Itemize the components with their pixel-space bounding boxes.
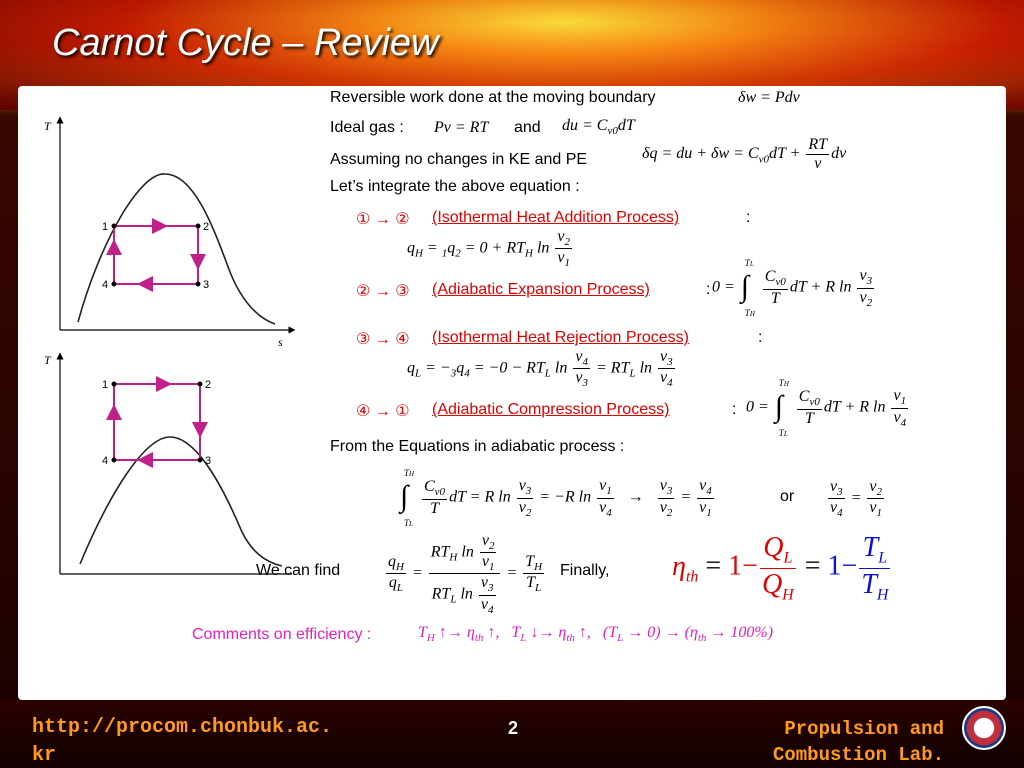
svg-text:4: 4 bbox=[102, 455, 109, 467]
page-number: 2 bbox=[508, 718, 519, 738]
svg-text:1: 1 bbox=[102, 221, 109, 233]
step1-label: ① → ② bbox=[356, 211, 410, 228]
ideal-gas-label: Ideal gas : bbox=[330, 119, 404, 136]
assume-line: Assuming no changes in KE and PE bbox=[330, 151, 588, 168]
ts-diagram-bottom bbox=[44, 353, 292, 574]
footer-lab-line1: Propulsion and bbox=[784, 718, 944, 740]
axis-label-s: s bbox=[278, 335, 283, 349]
footer-lab-line2: Combustion Lab. bbox=[772, 744, 944, 766]
step1-colon: : bbox=[746, 209, 751, 226]
axis-label-t: T bbox=[44, 119, 51, 133]
we-can-find: We can find bbox=[256, 562, 341, 579]
slide-title: Carnot Cycle – Review bbox=[52, 22, 439, 64]
svg-text:2: 2 bbox=[203, 221, 210, 233]
step2-label: ② → ③ bbox=[356, 283, 410, 300]
or-label: or bbox=[780, 488, 795, 505]
eq-work: δw = Pdv bbox=[738, 89, 800, 106]
svg-text:2: 2 bbox=[205, 379, 212, 391]
eq-du: du = $C_{v0}dT$ bbox=[562, 117, 635, 138]
footer-url[interactable]: http://procom.chonbuk.ac. bbox=[32, 716, 333, 739]
eq-comments: $T_H$ ↑→ $\eta_{th}$ ↑, $T_L$ ↓→ $\eta_{th}$ ↑, $(T_L \to 0) \to (\eta_{th} \to 100\%)$ bbox=[418, 624, 774, 645]
svg-text:3: 3 bbox=[205, 455, 212, 467]
eq-dq: δq = du + $\delta w = C_{v0}dT$ + $\frac{RT}{v}$ dv bbox=[642, 136, 847, 172]
step2-name: (Adiabatic Expansion Process) bbox=[432, 281, 650, 298]
step1-name: (Isothermal Heat Addition Process) bbox=[432, 209, 680, 226]
step2-colon: : bbox=[706, 281, 711, 298]
and-label: and bbox=[514, 119, 541, 136]
eq-step4: 0 = TH ∫ TL $\frac{C_{v0}}{T}$ dT + R ln $\frac{v_1}{v_4}$ bbox=[746, 378, 907, 438]
eq-adiabatic-ratio: TH ∫ TL $\frac{C_{v0}}{T}$ dT = R ln $\frac{v_3}{v_2}$ = −R ln $\frac{v_1}{v_4}$ → $\frac{v_3}{v_2}$ = $\frac{v_4}{v_1}$ bbox=[400, 468, 712, 528]
eq-qh: $q_H = _1q_2 = 0 + RT_H$ ln $\frac{v_2}{v_1}$ bbox=[407, 228, 571, 270]
footer-url-cont[interactable]: kr bbox=[32, 744, 57, 767]
finally-label: Finally, bbox=[560, 562, 610, 579]
eq-heat-ratio: $\frac{q_H}{q_L}$ = $RT_H$ ln $\frac{v_2}{v_1}$ $RT_L$ ln $\frac{v_3}{v_4}$ = $\frac{T_H}{T_L}$ bbox=[388, 532, 543, 616]
eq-ideal-gas: Pv = RT bbox=[434, 119, 489, 136]
svg-text:3: 3 bbox=[203, 279, 210, 291]
step3-colon: : bbox=[758, 329, 763, 346]
step3-name: (Isothermal Heat Rejection Process) bbox=[432, 329, 689, 346]
integrate-line: Let’s integrate the above equation : bbox=[330, 178, 580, 195]
step4-label: ④ → ① bbox=[356, 403, 410, 420]
eq-ql: $q_L = -_3q_4 = -0 - RT_L$ ln $\frac{v_4}{v_3}$ = $RT_L$ ln $\frac{v_3}{v_4}$ bbox=[407, 348, 673, 390]
ts-diagram-top bbox=[44, 119, 292, 349]
ts-diagrams bbox=[30, 112, 300, 582]
axis-label-t: T bbox=[44, 353, 51, 367]
svg-text:1: 1 bbox=[102, 379, 109, 391]
step3-label: ③ → ④ bbox=[356, 331, 410, 348]
work-line: Reversible work done at the moving boundary bbox=[330, 89, 656, 106]
svg-text:4: 4 bbox=[102, 279, 109, 291]
step4-colon: : bbox=[732, 401, 737, 418]
eq-volume-ratio: $\frac{v_3}{v_4}$ = $\frac{v_2}{v_1}$ bbox=[830, 478, 883, 520]
eq-efficiency: $\eta_{th} = 1-$ $\frac{Q_L}{Q_H}$ = 1− $\frac{T_L}{T_H}$ bbox=[672, 532, 889, 604]
step4-name: (Adiabatic Compression Process) bbox=[432, 401, 670, 418]
adiabatic-line: From the Equations in adiabatic process : bbox=[330, 438, 625, 455]
comments-label: Comments on efficiency : bbox=[192, 626, 372, 643]
eq-step2: 0 = TL ∫ TH $\frac{C_{v0}}{T}$ dT + R ln $\frac{v_3}{v_2}$ bbox=[712, 258, 873, 318]
footer-lab bbox=[773, 716, 944, 768]
university-logo-icon bbox=[962, 706, 1006, 750]
